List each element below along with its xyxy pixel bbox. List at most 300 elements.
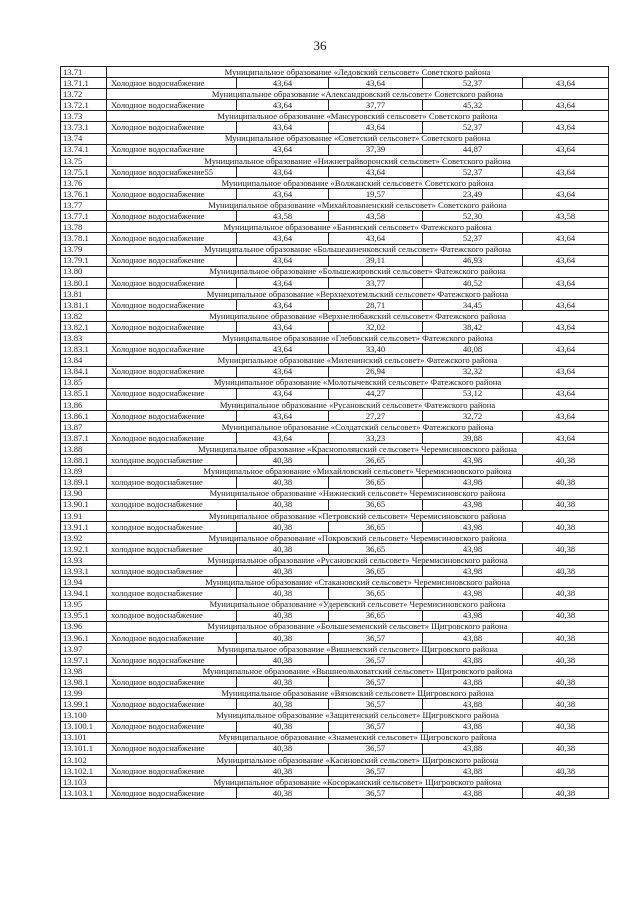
row-number: 13.97 [61, 643, 107, 654]
municipality-header-row [61, 532, 609, 543]
municipality-title: Муниципальное образование «Петровский сельсовет» Черемисиновского района [107, 510, 609, 521]
tariff-value-v4: 43,64 [523, 189, 609, 200]
tariff-value-v3: 52,37 [423, 78, 523, 89]
row-number: 13.73 [61, 111, 107, 122]
municipality-title: Муниципальное образование «Знаменский сельсовет» Щигровского района [107, 732, 609, 743]
municipality-header-row [61, 643, 609, 654]
tariff-value-v4: 43,58 [523, 211, 609, 222]
row-number: 13.88 [61, 444, 107, 455]
tariff-value-v3: 34,45 [423, 299, 523, 310]
row-number: 13.77 [61, 200, 107, 211]
tariff-value-v2: 36,57 [329, 677, 423, 688]
table-row [61, 699, 609, 710]
municipality-header-row [61, 89, 609, 100]
row-number: 13.87 [61, 422, 107, 433]
tariff-value-v1: 43,64 [237, 144, 329, 155]
tariff-value-v4: 43,64 [523, 366, 609, 377]
tariff-value-v3: 43,98 [423, 455, 523, 466]
row-number: 13.84.1 [61, 366, 107, 377]
table-row [61, 743, 609, 754]
service-name: Холодное водоснабжение [107, 765, 237, 776]
table-row [61, 189, 609, 200]
row-number: 13.89.1 [61, 477, 107, 488]
municipality-title: Муниципальное образование «Косоржанский сельсовет» Щигровского района [107, 777, 609, 788]
tariff-value-v4: 43,64 [523, 344, 609, 355]
municipality-header-row [61, 155, 609, 166]
tariff-value-v4: 43,64 [523, 122, 609, 133]
service-name: Холодное водоснабжение [107, 433, 237, 444]
municipality-header-row [61, 244, 609, 255]
tariff-value-v1: 43,58 [237, 211, 329, 222]
municipality-header-row [61, 266, 609, 277]
tariff-value-v2: 44,27 [329, 388, 423, 399]
tariff-value-v4: 40,38 [523, 477, 609, 488]
row-number: 13.76 [61, 177, 107, 188]
table-row [61, 211, 609, 222]
row-number: 13.94.1 [61, 588, 107, 599]
municipality-header-row [61, 133, 609, 144]
tariff-value-v2: 36,65 [329, 610, 423, 621]
tariff-value-v3: 52,37 [423, 122, 523, 133]
tariff-value-v3: 43,88 [423, 654, 523, 665]
table-row [61, 544, 609, 555]
service-name: холодное водоснабжение [107, 544, 237, 555]
tariff-value-v2: 36,65 [329, 544, 423, 555]
table-row [61, 433, 609, 444]
municipality-title: Муниципальное образование «Мансуровский сельсовет» Советского района [107, 111, 609, 122]
tariff-value-v2: 19,57 [329, 189, 423, 200]
row-number: 13.94 [61, 577, 107, 588]
row-number: 13.84 [61, 355, 107, 366]
tariff-value-v3: 45,32 [423, 100, 523, 111]
table-row [61, 100, 609, 111]
tariff-value-v4: 43,64 [523, 255, 609, 266]
service-name: Холодное водоснабжение [107, 632, 237, 643]
table-row [61, 410, 609, 421]
tariff-value-v4: 40,38 [523, 610, 609, 621]
table-row [61, 566, 609, 577]
table-row [61, 521, 609, 532]
table-row [61, 788, 609, 799]
service-name: холодное водоснабжение [107, 477, 237, 488]
tariff-table-body [61, 67, 609, 799]
tariff-value-v2: 43,58 [329, 211, 423, 222]
tariff-value-v3: 32,72 [423, 410, 523, 421]
tariff-value-v2: 36,57 [329, 654, 423, 665]
service-name: Холодное водоснабжение [107, 788, 237, 799]
service-name: Холодное водоснабжение [107, 277, 237, 288]
row-number: 13.95 [61, 599, 107, 610]
service-name: Холодное водоснабжение [107, 677, 237, 688]
municipality-header-row [61, 399, 609, 410]
tariff-value-v1: 43,64 [237, 189, 329, 200]
row-number: 13.76.1 [61, 189, 107, 200]
service-name: Холодное водоснабжение [107, 721, 237, 732]
tariff-value-v2: 36,57 [329, 765, 423, 776]
municipality-title: Муниципальное образование «Верхнехотемльский сельсовет» Фатежского района [107, 288, 609, 299]
tariff-value-v1: 40,38 [237, 499, 329, 510]
tariff-value-v3: 43,98 [423, 521, 523, 532]
table-row [61, 677, 609, 688]
tariff-value-v1: 40,38 [237, 566, 329, 577]
tariff-value-v1: 43,64 [237, 233, 329, 244]
tariff-value-v3: 43,88 [423, 788, 523, 799]
tariff-value-v4: 40,38 [523, 521, 609, 532]
tariff-value-v4: 43,64 [523, 410, 609, 421]
service-name: Холодное водоснабжение [107, 211, 237, 222]
tariff-value-v2: 28,71 [329, 299, 423, 310]
municipality-title: Муниципальное образование «Большеанненковский сельсовет» Фатежского района [107, 244, 609, 255]
tariff-value-v2: 26,94 [329, 366, 423, 377]
tariff-value-v1: 40,38 [237, 521, 329, 532]
municipality-title: Муниципальное образование «Глебовский сельсовет» Фатежского района [107, 333, 609, 344]
municipality-title: Муниципальное образование «Большежировский сельсовет» Фатежского района [107, 266, 609, 277]
tariff-value-v2: 36,65 [329, 521, 423, 532]
row-number: 13.98 [61, 666, 107, 677]
tariff-value-v4: 43,64 [523, 322, 609, 333]
tariff-value-v1: 43,64 [237, 255, 329, 266]
tariff-value-v2: 36,65 [329, 477, 423, 488]
municipality-title: Муниципальное образование «Александровский сельсовет» Советского района [107, 89, 609, 100]
table-row [61, 277, 609, 288]
municipality-title: Муниципальное образование «Верхнелюбажский сельсовет» Фатежского района [107, 311, 609, 322]
row-number: 13.97.1 [61, 654, 107, 665]
row-number: 13.71.1 [61, 78, 107, 89]
service-name: Холодное водоснабжение [107, 299, 237, 310]
tariff-value-v1: 40,38 [237, 743, 329, 754]
municipality-header-row [61, 577, 609, 588]
tariff-table [60, 66, 609, 799]
tariff-value-v1: 43,64 [237, 388, 329, 399]
row-number: 13.102.1 [61, 765, 107, 776]
tariff-value-v4: 40,38 [523, 699, 609, 710]
tariff-value-v1: 40,38 [237, 788, 329, 799]
tariff-value-v3: 40,08 [423, 344, 523, 355]
tariff-value-v3: 43,98 [423, 477, 523, 488]
tariff-value-v4: 40,38 [523, 743, 609, 754]
row-number: 13.77.1 [61, 211, 107, 222]
service-name: Холодное водоснабжение [107, 255, 237, 266]
municipality-header-row [61, 555, 609, 566]
row-number: 13.100 [61, 710, 107, 721]
table-row [61, 366, 609, 377]
row-number: 13.75.1 [61, 166, 107, 177]
row-number: 13.95.1 [61, 610, 107, 621]
tariff-value-v1: 43,64 [237, 122, 329, 133]
row-number: 13.100.1 [61, 721, 107, 732]
tariff-value-v4: 40,38 [523, 654, 609, 665]
municipality-title: Муниципальное образование «Русановский сельсовет» Черемисиновского района [107, 555, 609, 566]
tariff-value-v1: 40,38 [237, 677, 329, 688]
row-number: 13.83.1 [61, 344, 107, 355]
municipality-header-row [61, 333, 609, 344]
row-number: 13.101.1 [61, 743, 107, 754]
service-name: холодное водоснабжение [107, 566, 237, 577]
tariff-value-v2: 36,65 [329, 588, 423, 599]
municipality-title: Муниципальное образование «Стакановский сельсовет» Черемисиновского района [107, 577, 609, 588]
table-row [61, 344, 609, 355]
tariff-value-v2: 36,57 [329, 699, 423, 710]
table-row [61, 78, 609, 89]
municipality-title: Муниципальное образование «Краснополянский сельсовет» Черемисиновского района [107, 444, 609, 455]
tariff-value-v1: 40,38 [237, 654, 329, 665]
row-number: 13.86.1 [61, 410, 107, 421]
row-number: 13.71 [61, 67, 107, 78]
tariff-value-v1: 43,64 [237, 299, 329, 310]
municipality-title: Муниципальное образование «Михайлоанненский сельсовет» Советского района [107, 200, 609, 211]
tariff-value-v3: 39,88 [423, 433, 523, 444]
row-number: 13.91 [61, 510, 107, 521]
row-number: 13.92.1 [61, 544, 107, 555]
tariff-value-v3: 43,88 [423, 721, 523, 732]
service-name: холодное водоснабжение [107, 588, 237, 599]
municipality-header-row [61, 621, 609, 632]
row-number: 13.85.1 [61, 388, 107, 399]
tariff-value-v3: 43,88 [423, 743, 523, 754]
tariff-value-v1: 40,38 [237, 699, 329, 710]
tariff-value-v1: 40,38 [237, 588, 329, 599]
municipality-title: Муниципальное образование «Русановский сельсовет» Фатежского района [107, 399, 609, 410]
municipality-header-row [61, 710, 609, 721]
row-number: 13.103 [61, 777, 107, 788]
service-name: холодное водоснабжение [107, 455, 237, 466]
row-number: 13.88.1 [61, 455, 107, 466]
service-name: Холодное водоснабжение [107, 699, 237, 710]
tariff-value-v3: 38,42 [423, 322, 523, 333]
table-row [61, 588, 609, 599]
service-name: Холодное водоснабжение [107, 233, 237, 244]
tariff-value-v3: 46,93 [423, 255, 523, 266]
tariff-value-v4: 40,38 [523, 721, 609, 732]
municipality-header-row [61, 311, 609, 322]
municipality-title: Муниципальное образование «Нижнеский сельсовет» Черемисиновского района [107, 488, 609, 499]
tariff-value-v2: 43,64 [329, 122, 423, 133]
municipality-header-row [61, 111, 609, 122]
service-name: холодное водоснабжение [107, 521, 237, 532]
tariff-value-v2: 39,11 [329, 255, 423, 266]
row-number: 13.101 [61, 732, 107, 743]
tariff-value-v3: 43,88 [423, 677, 523, 688]
tariff-value-v3: 44,87 [423, 144, 523, 155]
tariff-value-v4: 40,38 [523, 788, 609, 799]
tariff-value-v2: 36,57 [329, 632, 423, 643]
tariff-value-v1: 40,38 [237, 455, 329, 466]
row-number: 13.81 [61, 288, 107, 299]
table-row [61, 499, 609, 510]
tariff-value-v2: 36,65 [329, 455, 423, 466]
table-row [61, 144, 609, 155]
municipality-title: Муниципальное образование «Вишневский сельсовет» Щигровского района [107, 643, 609, 654]
tariff-value-v1: 43,64 [237, 433, 329, 444]
tariff-value-v3: 52,37 [423, 166, 523, 177]
tariff-value-v4: 40,38 [523, 455, 609, 466]
municipality-header-row [61, 510, 609, 521]
service-name: Холодное водоснабжение [107, 100, 237, 111]
municipality-header-row [61, 754, 609, 765]
tariff-value-v4: 40,38 [523, 765, 609, 776]
tariff-value-v1: 43,64 [237, 366, 329, 377]
row-number: 13.80.1 [61, 277, 107, 288]
row-number: 13.103.1 [61, 788, 107, 799]
service-name: холодное водоснабжение [107, 499, 237, 510]
tariff-value-v1: 40,38 [237, 544, 329, 555]
tariff-value-v4: 40,38 [523, 632, 609, 643]
row-number: 13.83 [61, 333, 107, 344]
tariff-value-v2: 43,64 [329, 78, 423, 89]
tariff-value-v2: 36,65 [329, 499, 423, 510]
service-name: Холодное водоснабжение [107, 743, 237, 754]
tariff-value-v3: 52,37 [423, 233, 523, 244]
municipality-header-row [61, 444, 609, 455]
service-name: Холодное водоснабжение [107, 189, 237, 200]
municipality-header-row [61, 466, 609, 477]
tariff-value-v1: 40,38 [237, 610, 329, 621]
tariff-value-v3: 43,98 [423, 566, 523, 577]
tariff-value-v4: 43,64 [523, 78, 609, 89]
tariff-value-v2: 32,02 [329, 322, 423, 333]
tariff-value-v2: 37,77 [329, 100, 423, 111]
tariff-value-v3: 43,98 [423, 588, 523, 599]
tariff-value-v2: 43,64 [329, 233, 423, 244]
tariff-value-v1: 40,38 [237, 632, 329, 643]
tariff-value-v4: 40,38 [523, 566, 609, 577]
service-name: холодное водоснабжение [107, 610, 237, 621]
row-number: 13.99.1 [61, 699, 107, 710]
municipality-title: Муниципальное образование «Нижнеграйворонский сельсовет» Советского района [107, 155, 609, 166]
tariff-value-v1: 43,64 [237, 410, 329, 421]
tariff-value-v3: 43,88 [423, 699, 523, 710]
table-row [61, 632, 609, 643]
municipality-header-row [61, 422, 609, 433]
row-number: 13.82.1 [61, 322, 107, 333]
municipality-header-row [61, 222, 609, 233]
tariff-value-v3: 52,30 [423, 211, 523, 222]
row-number: 13.93 [61, 555, 107, 566]
municipality-title: Муниципальное образование «Вышнеольховатский сельсовет» Щигровского района [107, 666, 609, 677]
table-row [61, 299, 609, 310]
municipality-title: Муниципальное образование «Удеревский сельсовет» Черемисиновского района [107, 599, 609, 610]
row-number: 13.96 [61, 621, 107, 632]
municipality-title: Муниципальное образование «Молотычевский сельсовет» Фатежского района [107, 377, 609, 388]
municipality-title: Муниципальное образование «Советский сельсовет» Советского района [107, 133, 609, 144]
tariff-value-v2: 43,64 [329, 166, 423, 177]
service-name: Холодное водоснабжение [107, 654, 237, 665]
tariff-value-v4: 43,64 [523, 277, 609, 288]
municipality-header-row [61, 288, 609, 299]
table-row [61, 455, 609, 466]
municipality-header-row [61, 67, 609, 78]
tariff-value-v3: 43,98 [423, 544, 523, 555]
tariff-value-v2: 33,23 [329, 433, 423, 444]
municipality-title: Муниципальное образование «Большеземенский сельсовет» Щигровского района [107, 621, 609, 632]
table-row [61, 610, 609, 621]
row-number: 13.79.1 [61, 255, 107, 266]
row-number: 13.86 [61, 399, 107, 410]
tariff-value-v1: 43,64 [237, 100, 329, 111]
municipality-header-row [61, 177, 609, 188]
tariff-value-v1: 43,64 [237, 322, 329, 333]
row-number: 13.82 [61, 311, 107, 322]
table-row [61, 233, 609, 244]
tariff-value-v4: 43,64 [523, 166, 609, 177]
row-number: 13.73.1 [61, 122, 107, 133]
municipality-header-row [61, 688, 609, 699]
municipality-title: Муниципальное образование «Солдатский сельсовет» Фатежского района [107, 422, 609, 433]
municipality-header-row [61, 355, 609, 366]
table-row [61, 122, 609, 133]
row-number: 13.74.1 [61, 144, 107, 155]
row-number: 13.90.1 [61, 499, 107, 510]
municipality-header-row [61, 666, 609, 677]
tariff-value-v3: 43,98 [423, 499, 523, 510]
tariff-value-v2: 36,57 [329, 721, 423, 732]
tariff-value-v4: 43,64 [523, 144, 609, 155]
row-number: 13.92 [61, 532, 107, 543]
table-row [61, 765, 609, 776]
service-name: Холодное водоснабжение55 [107, 166, 237, 177]
service-name: Холодное водоснабжение [107, 322, 237, 333]
row-number: 13.102 [61, 754, 107, 765]
municipality-header-row [61, 377, 609, 388]
row-number: 13.74 [61, 133, 107, 144]
municipality-title: Муниципальное образование «Вязовский сельсовет» Щигровского района [107, 688, 609, 699]
tariff-value-v3: 43,88 [423, 632, 523, 643]
municipality-header-row [61, 488, 609, 499]
tariff-value-v1: 40,38 [237, 477, 329, 488]
tariff-value-v1: 43,64 [237, 166, 329, 177]
tariff-value-v1: 40,38 [237, 721, 329, 732]
tariff-value-v3: 43,88 [423, 765, 523, 776]
municipality-title: Муниципальное образование «Михайловский сельсовет» Черемисиновского района [107, 466, 609, 477]
tariff-value-v2: 33,40 [329, 344, 423, 355]
service-name: Холодное водоснабжение [107, 78, 237, 89]
municipality-title: Муниципальное образование «Касиновский сельсовет» Щигровского района [107, 754, 609, 765]
tariff-value-v2: 36,57 [329, 743, 423, 754]
row-number: 13.98.1 [61, 677, 107, 688]
tariff-value-v2: 36,57 [329, 788, 423, 799]
row-number: 13.79 [61, 244, 107, 255]
tariff-value-v3: 43,98 [423, 610, 523, 621]
tariff-value-v4: 43,64 [523, 433, 609, 444]
row-number: 13.78 [61, 222, 107, 233]
table-row [61, 255, 609, 266]
tariff-value-v2: 33,77 [329, 277, 423, 288]
row-number: 13.75 [61, 155, 107, 166]
service-name: Холодное водоснабжение [107, 388, 237, 399]
page-number: 36 [313, 38, 327, 53]
row-number: 13.89 [61, 466, 107, 477]
tariff-value-v4: 43,64 [523, 388, 609, 399]
row-number: 13.91.1 [61, 521, 107, 532]
row-number: 13.80 [61, 266, 107, 277]
row-number: 13.99 [61, 688, 107, 699]
table-row [61, 721, 609, 732]
table-row [61, 322, 609, 333]
tariff-value-v2: 27,27 [329, 410, 423, 421]
service-name: Холодное водоснабжение [107, 144, 237, 155]
municipality-header-row [61, 200, 609, 211]
row-number: 13.81.1 [61, 299, 107, 310]
municipality-title: Муниципальное образование «Волжанский сельсовет» Советского района [107, 177, 609, 188]
service-name: Холодное водоснабжение [107, 122, 237, 133]
tariff-value-v2: 37,39 [329, 144, 423, 155]
tariff-value-v3: 40,52 [423, 277, 523, 288]
municipality-header-row [61, 599, 609, 610]
municipality-title: Муниципальное образование «Ледовский сельсовет» Советского района [107, 67, 609, 78]
tariff-value-v4: 43,64 [523, 233, 609, 244]
row-number: 13.72 [61, 89, 107, 100]
tariff-value-v2: 36,65 [329, 566, 423, 577]
